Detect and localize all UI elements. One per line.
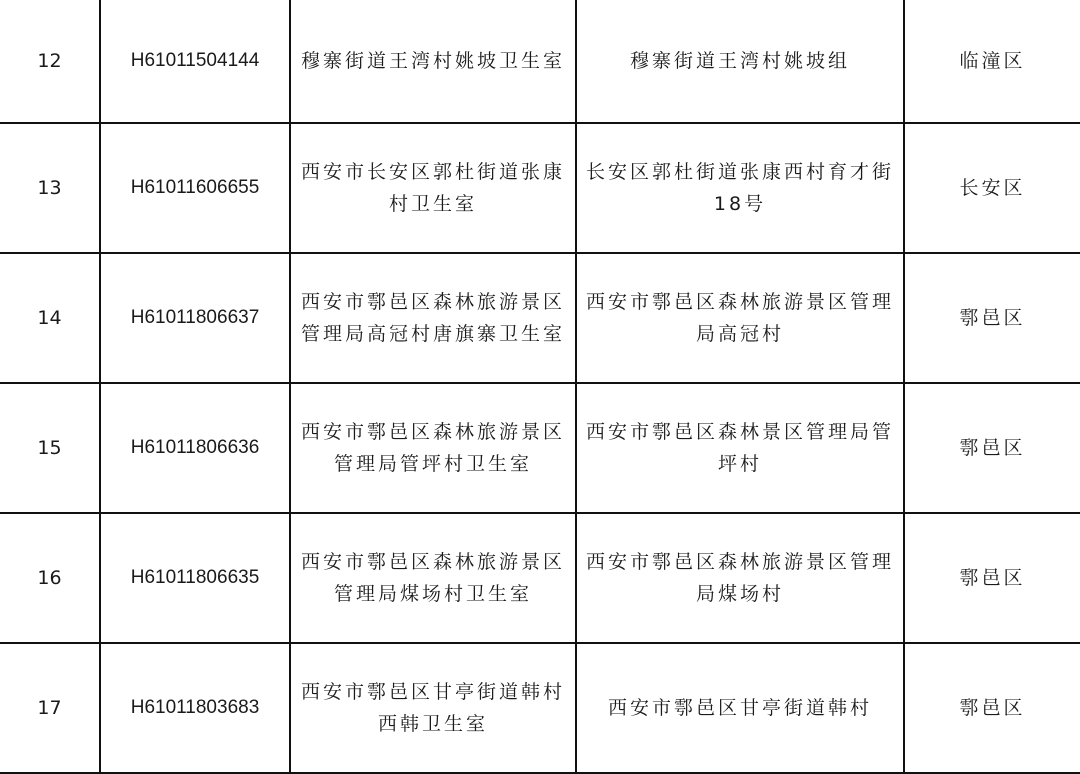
clinic-name: 西安市鄠邑区甘亭街道韩村西韩卫生室 xyxy=(290,643,576,773)
clinic-address: 西安市鄠邑区森林旅游景区管理局煤场村 xyxy=(576,513,904,643)
table-row xyxy=(0,123,1080,253)
clinic-code: H61011803683 xyxy=(100,643,290,773)
clinic-address: 西安市鄠邑区甘亭街道韩村 xyxy=(576,643,904,773)
district: 鄠邑区 xyxy=(904,383,1080,513)
clinic-code: H61011806636 xyxy=(100,383,290,513)
row-number: 12 xyxy=(0,0,100,123)
district: 鄠邑区 xyxy=(904,253,1080,383)
row-number: 17 xyxy=(0,643,100,773)
row-number: 16 xyxy=(0,513,100,643)
clinic-code: H61011806635 xyxy=(100,513,290,643)
table-row xyxy=(0,643,1080,773)
clinic-address: 长安区郭杜街道张康西村育才街18号 xyxy=(576,123,904,253)
table-row xyxy=(0,253,1080,383)
clinic-code: H61011606655 xyxy=(100,123,290,253)
clinic-name: 西安市长安区郭杜街道张康村卫生室 xyxy=(290,123,576,253)
table-row xyxy=(0,383,1080,513)
clinic-name: 西安市鄠邑区森林旅游景区管理局管坪村卫生室 xyxy=(290,383,576,513)
district: 鄠邑区 xyxy=(904,513,1080,643)
district: 临潼区 xyxy=(904,0,1080,123)
clinic-code: H61011806637 xyxy=(100,253,290,383)
table-row xyxy=(0,513,1080,643)
clinic-code: H61011504144 xyxy=(100,0,290,123)
row-number: 15 xyxy=(0,383,100,513)
clinic-name: 西安市鄠邑区森林旅游景区管理局高冠村唐旗寨卫生室 xyxy=(290,253,576,383)
clinic-address: 穆寨街道王湾村姚坡组 xyxy=(576,0,904,123)
row-number: 14 xyxy=(0,253,100,383)
clinic-name: 穆寨街道王湾村姚坡卫生室 xyxy=(290,0,576,123)
clinic-name: 西安市鄠邑区森林旅游景区管理局煤场村卫生室 xyxy=(290,513,576,643)
clinic-address: 西安市鄠邑区森林旅游景区管理局高冠村 xyxy=(576,253,904,383)
district: 鄠邑区 xyxy=(904,643,1080,773)
clinic-address: 西安市鄠邑区森林景区管理局管坪村 xyxy=(576,383,904,513)
row-number: 13 xyxy=(0,123,100,253)
district: 长安区 xyxy=(904,123,1080,253)
table-row xyxy=(0,0,1080,123)
